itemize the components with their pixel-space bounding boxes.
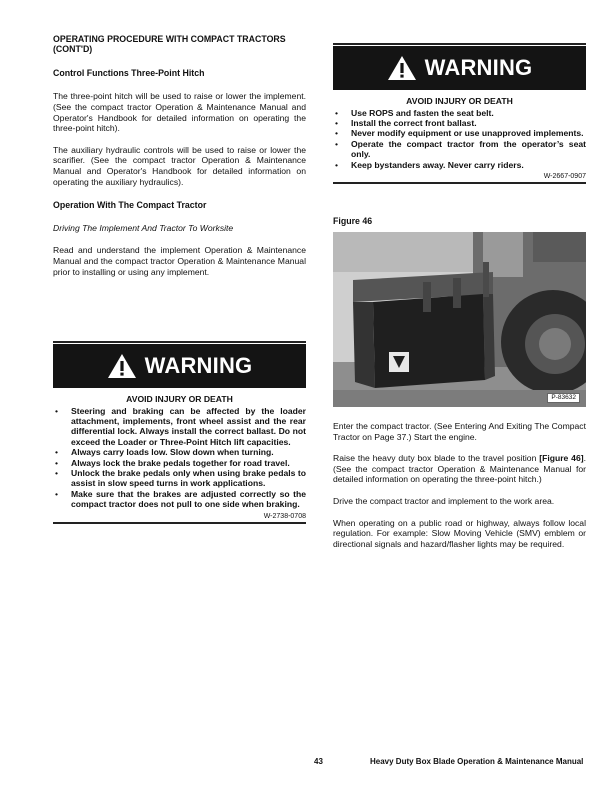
italic-subheading-worksite: Driving The Implement And Tractor To Worksite — [53, 222, 234, 233]
tractor-box-blade-illustration — [333, 232, 586, 407]
paragraph-public-road: When operating on a public road or highway, always follow local regulation. For example: Slow Moving Vehicle (SMV) emblem or directional signals and hazard/flasher lights may be required. — [333, 517, 586, 549]
warning-block-left — [53, 341, 306, 524]
divider-bottom — [53, 522, 306, 524]
paragraph-drive-to-work-area: Drive the compact tractor and implement to the work area. — [333, 495, 555, 506]
subheading-three-point-hitch: Control Functions Three-Point Hitch — [53, 67, 205, 78]
warning-triangle-icon — [387, 55, 417, 81]
divider-top — [333, 43, 586, 45]
left-column — [53, 34, 306, 277]
warning-item: • Always carry loads low. Slow down when turning. — [53, 447, 306, 457]
subheading-operation: Operation With The Compact Tractor — [53, 200, 207, 211]
paragraph-enter-tractor: Enter the compact tractor. (See Entering And Exiting The Compact Tractor on Page 37.) Start the engine. — [333, 421, 586, 442]
warning-code: W-2738-0708 — [263, 512, 306, 520]
paragraph-raise-blade-text-end: . (See the compact tractor Operation & Maintenance Manual for detailed information on operating the three-point hitch.) — [333, 453, 586, 485]
warning-title: WARNING — [424, 54, 533, 80]
warning-list — [53, 406, 306, 510]
warning-banner — [333, 46, 586, 90]
paragraph-raise-blade — [333, 453, 586, 485]
warning-block-right — [333, 43, 586, 184]
photo-code-label: P-83632 — [547, 393, 580, 403]
warning-avoid-heading: AVOID INJURY OR DEATH — [126, 394, 233, 404]
warning-item: • Keep bystanders away. Never carry riders. — [333, 160, 586, 170]
figure-caption: Figure 46 — [333, 216, 373, 226]
figure-46-photo — [333, 232, 586, 407]
warning-item: • Always lock the brake pedals together for road travel. — [53, 458, 306, 468]
right-text — [333, 421, 586, 549]
warning-item: • Use ROPS and fasten the seat belt. — [333, 108, 586, 118]
warning-list — [333, 108, 586, 170]
warning-item: • Operate the compact tractor from the operator’s seat only. — [333, 139, 586, 160]
paragraph-read-manuals: Read and understand the implement Operation & Maintenance Manual and the compact tractor Operation & Maintenance Manual prior to installing or using any implement. — [53, 245, 306, 277]
footer-title: Heavy Duty Box Blade Operation & Maintenance Manual — [370, 757, 584, 766]
warning-banner — [53, 344, 306, 388]
paragraph-auxiliary-hydraulics: The auxiliary hydraulic controls will be used to raise or lower the scarifier. (See the compact tractor Operation & Maintenance Manual and Operator's Handbook for detailed information on operating the auxiliary hydraulics). — [53, 144, 306, 187]
figure-label — [333, 216, 586, 227]
warning-title: WARNING — [144, 352, 253, 378]
divider-top — [53, 341, 306, 343]
warning-item: • Make sure that the brakes are adjusted correctly so the compact tractor does not pull to one side when braking. — [53, 489, 306, 510]
warning-item: • Unlock the brake pedals only when using brake pedals to assist in slow speed turns in work applications. — [53, 468, 306, 489]
warning-code: W-2667-0907 — [543, 173, 586, 181]
page-number: 43 — [314, 757, 323, 766]
warning-item: • Steering and braking can be affected by the loader attachment, implements, front wheel assist and the rear differential lock. Always install the correct ballast. Do not exceed the Loader or Three-Point Hitch lift capacities. — [53, 406, 306, 448]
figure-reference: [Figure 46] — [539, 453, 584, 464]
divider-bottom — [333, 182, 586, 184]
section-heading: OPERATING PROCEDURE WITH COMPACT TRACTORS (CONT'D) — [53, 34, 286, 55]
warning-item: • Never modify equipment or use unapproved implements. — [333, 128, 586, 138]
paragraph-raise-blade-text: Raise the heavy duty box blade to the travel position — [333, 453, 540, 464]
warning-triangle-icon — [107, 353, 137, 379]
paragraph-three-point-hitch: The three-point hitch will be used to raise or lower the implement. (See the compact tractor Operation & Maintenance Manual and Operator's Handbook for detailed information on operating the three-point hitch). — [53, 91, 306, 134]
warning-item: • Install the correct front ballast. — [333, 118, 586, 128]
warning-avoid-heading: AVOID INJURY OR DEATH — [406, 96, 513, 106]
